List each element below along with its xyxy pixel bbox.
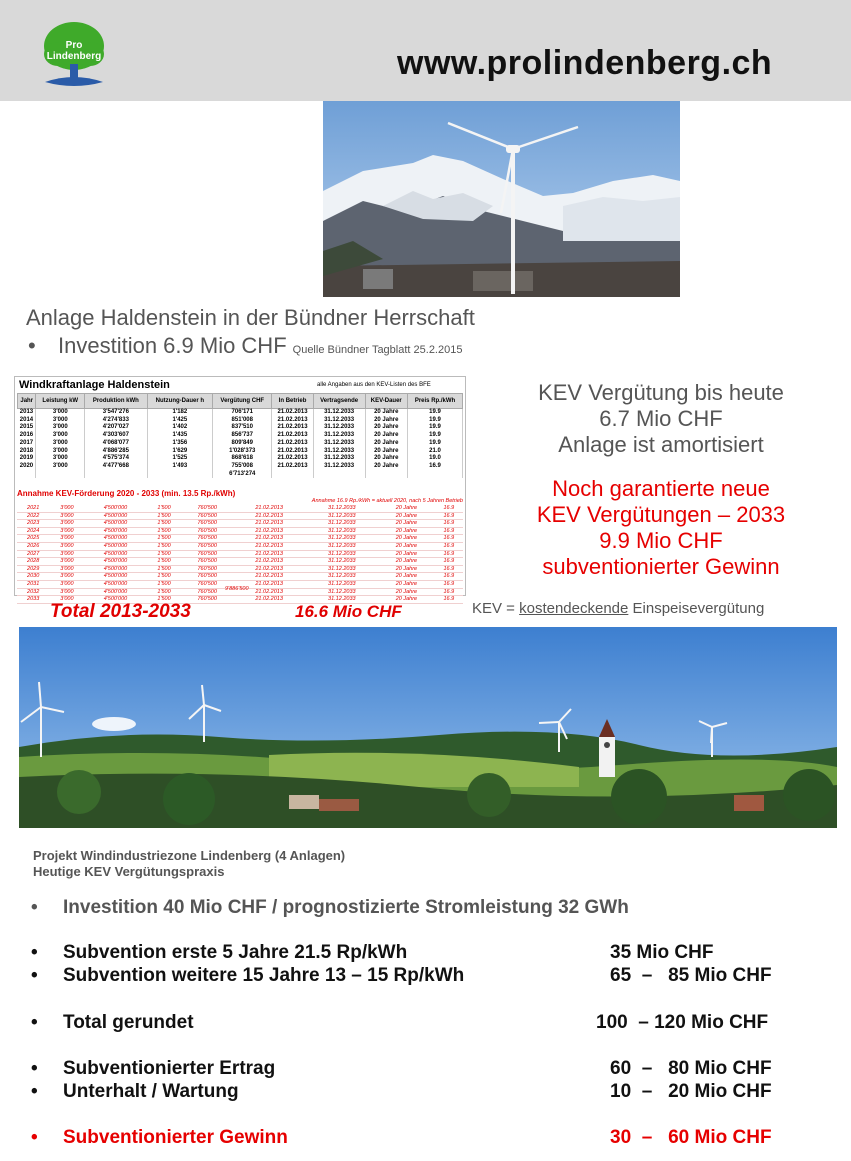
table-cell: 21.02.2013 bbox=[233, 520, 306, 528]
table-cell: 16.9 bbox=[435, 588, 463, 596]
table-cell: 2023 bbox=[17, 520, 49, 528]
table-cell: 20 Jahre bbox=[378, 588, 435, 596]
kev-red-line2: KEV Vergütungen – 2033 bbox=[536, 502, 786, 527]
table-cell bbox=[365, 471, 408, 479]
table-cell: 3'000 bbox=[36, 448, 85, 456]
table-cell: 31.12.2033 bbox=[305, 542, 378, 550]
investition-bullet bbox=[28, 333, 462, 359]
table-cell: 4'500'000 bbox=[84, 520, 146, 528]
table-cell bbox=[18, 471, 36, 479]
table-cell: 760'500 bbox=[182, 588, 233, 596]
table-cell: 21.02.2013 bbox=[233, 550, 306, 558]
item-label: Subventionierter Ertrag bbox=[63, 1058, 276, 1079]
project-title bbox=[33, 848, 345, 880]
kev-def-suffix: Einspeisevergütung bbox=[628, 600, 765, 617]
pro-lindenberg-logo[interactable] bbox=[40, 20, 108, 92]
table-cell: 3'000 bbox=[36, 424, 85, 432]
item-amount: 30 – 60 Mio CHF bbox=[610, 1127, 772, 1148]
bullet-dot: • bbox=[28, 333, 36, 358]
table-cell: 21.02.2013 bbox=[272, 463, 313, 471]
bullet-dot: • bbox=[31, 897, 38, 918]
table-cell bbox=[408, 471, 463, 479]
table-cell: 2031 bbox=[17, 580, 49, 588]
table-cell: 3'000 bbox=[36, 417, 85, 425]
table-cell: 21.02.2013 bbox=[272, 409, 313, 417]
table-cell: 31.12.2033 bbox=[313, 424, 365, 432]
table-cell: 760'500 bbox=[182, 580, 233, 588]
table-cell: 3'000 bbox=[49, 505, 84, 512]
forecast-row bbox=[17, 520, 463, 528]
table-cell: 1'500 bbox=[146, 512, 181, 520]
column-header: Produktion kWh bbox=[85, 394, 147, 409]
table-cell: 1'500 bbox=[146, 588, 181, 596]
table-cell: 3'000 bbox=[49, 535, 84, 543]
table-cell: 2017 bbox=[18, 440, 36, 448]
table-row bbox=[18, 424, 463, 432]
table-cell: 2020 bbox=[18, 463, 36, 471]
table-cell: 1'425 bbox=[147, 417, 213, 425]
table-cell: 4'500'000 bbox=[84, 565, 146, 573]
table-note: alle Angaben aus den KEV-Listen des BFE bbox=[317, 382, 431, 388]
table-cell: 2032 bbox=[17, 588, 49, 596]
table-cell: 760'500 bbox=[182, 520, 233, 528]
table-cell: 20 Jahre bbox=[365, 455, 408, 463]
kev-def-underlined: kostendeckende bbox=[519, 600, 629, 617]
table-cell: 1'500 bbox=[146, 580, 181, 588]
forecast-row bbox=[17, 558, 463, 566]
project-line2: Heutige KEV Vergütungspraxis bbox=[33, 864, 225, 879]
item-amount: 65 – 85 Mio CHF bbox=[610, 965, 772, 986]
column-header: Nutzung-Dauer h bbox=[147, 394, 213, 409]
forecast-row bbox=[17, 573, 463, 581]
kev-red-line3: 9.9 Mio CHF bbox=[599, 528, 723, 553]
bullet-dot: • bbox=[31, 1058, 38, 1079]
table-cell: 4'500'000 bbox=[84, 596, 146, 604]
table-cell: 16.9 bbox=[435, 505, 463, 512]
bullet-dot: • bbox=[31, 1081, 38, 1102]
kev-gray-line2: 6.7 Mio CHF bbox=[599, 406, 723, 431]
table-cell bbox=[313, 471, 365, 479]
table-cell: 2016 bbox=[18, 432, 36, 440]
table-cell: 3'000 bbox=[49, 527, 84, 535]
table-cell: 760'500 bbox=[182, 550, 233, 558]
table-cell: 20 Jahre bbox=[378, 580, 435, 588]
table-cell: 760'500 bbox=[182, 596, 233, 604]
forecast-row bbox=[17, 512, 463, 520]
forecast-row bbox=[17, 542, 463, 550]
item-amount: 100 – 120 Mio CHF bbox=[596, 1012, 769, 1033]
item-label: Subvention erste 5 Jahre 21.5 Rp/kWh bbox=[63, 942, 408, 963]
table-cell: 21.02.2013 bbox=[272, 417, 313, 425]
table-cell: 20 Jahre bbox=[378, 512, 435, 520]
table-cell: 31.12.2033 bbox=[305, 558, 378, 566]
item-label: Total gerundet bbox=[63, 1012, 194, 1033]
table-cell: 1'500 bbox=[146, 505, 181, 512]
table-cell: 760'500 bbox=[182, 542, 233, 550]
table-cell: 4'500'000 bbox=[84, 588, 146, 596]
table-cell: 2030 bbox=[17, 573, 49, 581]
table-cell: 20 Jahre bbox=[365, 432, 408, 440]
table-cell: 20 Jahre bbox=[378, 535, 435, 543]
table-cell: 21.02.2013 bbox=[272, 455, 313, 463]
lindenberg-panorama-photo bbox=[19, 627, 837, 828]
bullet-dot: • bbox=[31, 942, 38, 963]
table-cell: 3'000 bbox=[49, 565, 84, 573]
table-cell: 21.02.2013 bbox=[272, 440, 313, 448]
table-cell: 760'500 bbox=[182, 527, 233, 535]
table-cell: 20 Jahre bbox=[365, 463, 408, 471]
project-line1: Projekt Windindustriezone Lindenberg (4 Anlagen) bbox=[33, 848, 346, 863]
table-cell: 837'510 bbox=[213, 424, 272, 432]
table-cell: 4'500'000 bbox=[84, 573, 146, 581]
table-cell: 851'008 bbox=[213, 417, 272, 425]
table-cell: 760'500 bbox=[182, 558, 233, 566]
table-cell: 3'000 bbox=[49, 520, 84, 528]
table-cell: 31.12.2033 bbox=[313, 448, 365, 456]
table-cell: 31.12.2033 bbox=[305, 580, 378, 588]
table-cell: 1'500 bbox=[146, 527, 181, 535]
table-cell: 16.9 bbox=[408, 463, 463, 471]
kev-definition bbox=[472, 600, 764, 617]
kev-table-panel bbox=[14, 376, 466, 603]
table-cell: 4'303'607 bbox=[85, 432, 147, 440]
table-cell: 21.02.2013 bbox=[233, 535, 306, 543]
table-cell: 20 Jahre bbox=[365, 417, 408, 425]
column-header: KEV-Dauer bbox=[365, 394, 408, 409]
table-cell: 3'000 bbox=[49, 580, 84, 588]
table-row bbox=[18, 432, 463, 440]
table-cell: 2019 bbox=[18, 455, 36, 463]
total-label: Total 2013-2033 bbox=[50, 601, 191, 622]
source-note: Quelle Bündner Tagblatt 25.2.2015 bbox=[292, 344, 463, 356]
table-cell: 4'477'668 bbox=[85, 463, 147, 471]
table-cell: 3'000 bbox=[49, 558, 84, 566]
table-cell: 3'000 bbox=[49, 542, 84, 550]
total-value: 16.6 Mio CHF bbox=[295, 602, 402, 621]
table-cell: 20 Jahre bbox=[378, 550, 435, 558]
bullet-dot: • bbox=[31, 965, 38, 986]
table-cell: 21.0 bbox=[408, 448, 463, 456]
item-label: Investition 40 Mio CHF / prognostizierte Stromleistung 32 GWh bbox=[63, 897, 629, 918]
table-cell: 16.9 bbox=[435, 558, 463, 566]
table-cell: 4'500'000 bbox=[84, 580, 146, 588]
table-cell: 3'000 bbox=[49, 573, 84, 581]
table-cell: 2014 bbox=[18, 417, 36, 425]
table-cell: 21.02.2013 bbox=[233, 573, 306, 581]
forecast-row bbox=[17, 535, 463, 543]
table-cell: 706'171 bbox=[213, 409, 272, 417]
table-cell: 1'500 bbox=[146, 520, 181, 528]
table-cell: 2018 bbox=[18, 448, 36, 456]
table-cell: 21.02.2013 bbox=[272, 432, 313, 440]
table-cell: 2021 bbox=[17, 505, 49, 512]
table-cell: 31.12.2033 bbox=[305, 520, 378, 528]
table-cell: 3'000 bbox=[49, 550, 84, 558]
table-cell: 1'402 bbox=[147, 424, 213, 432]
kev-summary-red bbox=[476, 476, 846, 580]
kev-table bbox=[17, 393, 463, 478]
table-cell: 31.12.2033 bbox=[313, 409, 365, 417]
item-amount: 60 – 80 Mio CHF bbox=[610, 1058, 772, 1079]
table-cell: 31.12.2033 bbox=[305, 588, 378, 596]
item-label: Subventionierter Gewinn bbox=[63, 1127, 288, 1148]
table-cell: 3'000 bbox=[49, 596, 84, 604]
table-title-row bbox=[17, 379, 463, 391]
column-header: Vertragsende bbox=[313, 394, 365, 409]
column-header: Vergütung CHF bbox=[213, 394, 272, 409]
kev-gray-line3: Anlage ist amortisiert bbox=[558, 432, 764, 457]
section-heading: Anlage Haldenstein in der Bündner Herrschaft bbox=[26, 305, 475, 330]
table-cell: 16.9 bbox=[435, 512, 463, 520]
investition-text: Investition 6.9 Mio CHF bbox=[58, 333, 287, 358]
table-cell: 4'500'000 bbox=[84, 505, 146, 512]
table-cell: 20 Jahre bbox=[365, 448, 408, 456]
table-cell: 31.12.2033 bbox=[305, 505, 378, 512]
table-cell: 760'500 bbox=[182, 565, 233, 573]
table-row bbox=[18, 409, 463, 417]
subtotal-row bbox=[18, 471, 463, 479]
forecast-row bbox=[17, 565, 463, 573]
logo-line2: Lindenberg bbox=[46, 51, 102, 62]
table-cell: 31.12.2033 bbox=[313, 432, 365, 440]
table-cell: 31.12.2033 bbox=[305, 550, 378, 558]
table-cell: 2013 bbox=[18, 409, 36, 417]
table-cell: 1'500 bbox=[146, 596, 181, 604]
table-cell: 760'500 bbox=[182, 573, 233, 581]
table-cell: 1'500 bbox=[146, 558, 181, 566]
table-cell: 755'008 bbox=[213, 463, 272, 471]
table-cell: 856'737 bbox=[213, 432, 272, 440]
table-row bbox=[18, 463, 463, 471]
column-header: Preis Rp./kWh bbox=[408, 394, 463, 409]
table-cell: 4'500'000 bbox=[84, 542, 146, 550]
table-cell: 20 Jahre bbox=[365, 440, 408, 448]
website-url[interactable]: www.prolindenberg.ch bbox=[397, 44, 773, 82]
table-cell: 16.9 bbox=[435, 580, 463, 588]
table-cell: 19.9 bbox=[408, 417, 463, 425]
table-cell: 21.02.2013 bbox=[233, 505, 306, 512]
table-cell: 20 Jahre bbox=[378, 596, 435, 604]
table-body bbox=[18, 409, 463, 479]
table-cell: 4'886'285 bbox=[85, 448, 147, 456]
column-header: Jahr bbox=[18, 394, 36, 409]
table-cell: 19.0 bbox=[408, 455, 463, 463]
table-cell: 20 Jahre bbox=[378, 558, 435, 566]
table-cell: 20 Jahre bbox=[378, 520, 435, 528]
item-amount: 10 – 20 Mio CHF bbox=[610, 1081, 772, 1102]
table-cell: 3'000 bbox=[49, 512, 84, 520]
table-cell: 21.02.2013 bbox=[233, 580, 306, 588]
table-cell: 21.02.2013 bbox=[233, 527, 306, 535]
table-cell: 1'182 bbox=[147, 409, 213, 417]
table-cell: 31.12.2033 bbox=[313, 440, 365, 448]
table-cell: 21.02.2013 bbox=[233, 596, 306, 604]
table-cell: 31.12.2033 bbox=[305, 512, 378, 520]
table-cell: 31.12.2033 bbox=[305, 573, 378, 581]
table-cell: 4'207'027 bbox=[85, 424, 147, 432]
table-cell: 2033 bbox=[17, 596, 49, 604]
table-cell: 21.02.2013 bbox=[233, 542, 306, 550]
table-cell: 2027 bbox=[17, 550, 49, 558]
table-cell: 1'493 bbox=[147, 463, 213, 471]
table-cell: 2025 bbox=[17, 535, 49, 543]
table-cell: 21.02.2013 bbox=[233, 565, 306, 573]
table-cell: 20 Jahre bbox=[378, 505, 435, 512]
forecast-row bbox=[17, 505, 463, 512]
table-cell: 31.12.2033 bbox=[313, 417, 365, 425]
table-cell: 1'435 bbox=[147, 432, 213, 440]
logo-text bbox=[40, 40, 108, 62]
column-header: In Betrieb bbox=[272, 394, 313, 409]
table-cell: 31.12.2033 bbox=[305, 596, 378, 604]
table-cell: 2029 bbox=[17, 565, 49, 573]
table-cell: 4'274'833 bbox=[85, 417, 147, 425]
table-cell: 4'068'077 bbox=[85, 440, 147, 448]
table-cell: 760'500 bbox=[182, 512, 233, 520]
table-cell: 1'028'373 bbox=[213, 448, 272, 456]
forecast-row bbox=[17, 527, 463, 535]
table-cell: 31.12.2033 bbox=[305, 527, 378, 535]
table-cell: 20 Jahre bbox=[378, 573, 435, 581]
table-cell: 4'500'000 bbox=[84, 512, 146, 520]
table-cell: 16.9 bbox=[435, 550, 463, 558]
bullet-dot: • bbox=[31, 1127, 38, 1148]
kev-red-line1: Noch garantierte neue bbox=[552, 476, 770, 501]
table-cell: 20 Jahre bbox=[378, 542, 435, 550]
table-row bbox=[18, 448, 463, 456]
table-cell: 4'500'000 bbox=[84, 550, 146, 558]
table-cell: 19.9 bbox=[408, 432, 463, 440]
table-cell bbox=[85, 471, 147, 479]
table-cell: 31.12.2033 bbox=[305, 565, 378, 573]
table-cell: 16.9 bbox=[435, 573, 463, 581]
table-cell: 19.9 bbox=[408, 424, 463, 432]
red-assumption-sub: Annahme 16.9 Rp./kWh = aktuell 2020, nach 5 Jahren Betrieb bbox=[311, 498, 463, 504]
red-assumption-title: Annahme KEV-Förderung 2020 - 2033 (min. 13.5 Rp./kWh) bbox=[17, 489, 236, 498]
table-cell: 760'500 bbox=[182, 505, 233, 512]
table-cell: 21.02.2013 bbox=[272, 448, 313, 456]
table-cell: 31.12.2033 bbox=[313, 455, 365, 463]
table-cell: 21.02.2013 bbox=[233, 512, 306, 520]
table-cell: 1'500 bbox=[146, 550, 181, 558]
table-row bbox=[18, 440, 463, 448]
table-cell: 20 Jahre bbox=[365, 409, 408, 417]
table-cell: 3'000 bbox=[36, 455, 85, 463]
table-cell: 809'849 bbox=[213, 440, 272, 448]
table-cell: 1'525 bbox=[147, 455, 213, 463]
table-cell: 2024 bbox=[17, 527, 49, 535]
table-row bbox=[18, 417, 463, 425]
bullet-dot: • bbox=[31, 1012, 38, 1033]
table-cell: 2026 bbox=[17, 542, 49, 550]
table-cell: 3'000 bbox=[36, 409, 85, 417]
table-cell: 21.02.2013 bbox=[233, 588, 306, 596]
table-cell bbox=[36, 471, 85, 479]
table-cell: 16.9 bbox=[435, 535, 463, 543]
table-cell: 20 Jahre bbox=[378, 565, 435, 573]
table-cell: 16.9 bbox=[435, 542, 463, 550]
table-cell: 1'500 bbox=[146, 542, 181, 550]
kev-def-prefix: KEV = bbox=[472, 600, 520, 617]
table-cell: 16.9 bbox=[435, 565, 463, 573]
table-cell: 31.12.2033 bbox=[305, 535, 378, 543]
table-cell: 2022 bbox=[17, 512, 49, 520]
table-cell: 4'575'374 bbox=[85, 455, 147, 463]
header-band bbox=[0, 0, 851, 101]
item-label: Subvention weitere 15 Jahre 13 – 15 Rp/kWh bbox=[63, 965, 465, 986]
table-cell: 21.02.2013 bbox=[233, 558, 306, 566]
table-cell: 2028 bbox=[17, 558, 49, 566]
table-cell: 3'000 bbox=[49, 588, 84, 596]
table-cell: 1'629 bbox=[147, 448, 213, 456]
item-label: Unterhalt / Wartung bbox=[63, 1081, 239, 1102]
table-title: Windkraftanlage Haldenstein bbox=[19, 379, 170, 391]
table-cell: 16.9 bbox=[435, 520, 463, 528]
kev-gray-line1: KEV Vergütung bis heute bbox=[538, 380, 784, 405]
table-cell: 1'500 bbox=[146, 573, 181, 581]
table-cell: 3'000 bbox=[36, 440, 85, 448]
table-cell: 4'500'000 bbox=[84, 527, 146, 535]
table-cell: 31.12.2033 bbox=[313, 463, 365, 471]
table-cell: 6'713'274 bbox=[213, 471, 272, 479]
table-cell: 20 Jahre bbox=[378, 527, 435, 535]
haldenstein-turbine-photo bbox=[323, 101, 680, 297]
table-cell: 21.02.2013 bbox=[272, 424, 313, 432]
table-cell: 3'547'276 bbox=[85, 409, 147, 417]
forecast-total: 9'886'500 bbox=[225, 586, 249, 592]
column-header: Leistung kW bbox=[36, 394, 85, 409]
table-cell: 760'500 bbox=[182, 535, 233, 543]
table-header-row bbox=[18, 394, 463, 409]
table-cell: 4'500'000 bbox=[84, 558, 146, 566]
table-cell: 1'356 bbox=[147, 440, 213, 448]
kev-summary-gray bbox=[476, 380, 846, 458]
item-amount: 35 Mio CHF bbox=[610, 942, 714, 963]
table-cell: 4'500'000 bbox=[84, 535, 146, 543]
table-cell: 19.9 bbox=[408, 409, 463, 417]
table-cell bbox=[272, 471, 313, 479]
table-cell: 3'000 bbox=[36, 463, 85, 471]
table-cell: 16.9 bbox=[435, 527, 463, 535]
table-cell: 19.9 bbox=[408, 440, 463, 448]
table-cell: 2015 bbox=[18, 424, 36, 432]
table-cell: 1'500 bbox=[146, 535, 181, 543]
table-cell: 868'618 bbox=[213, 455, 272, 463]
table-cell: 20 Jahre bbox=[365, 424, 408, 432]
table-cell: 1'500 bbox=[146, 565, 181, 573]
table-row bbox=[18, 455, 463, 463]
kev-red-line4: subventionierter Gewinn bbox=[542, 554, 780, 579]
table-cell: 3'000 bbox=[36, 432, 85, 440]
logo-line1: Pro bbox=[65, 40, 83, 51]
table-cell bbox=[147, 471, 213, 479]
forecast-row bbox=[17, 550, 463, 558]
table-cell: 16.9 bbox=[435, 596, 463, 604]
